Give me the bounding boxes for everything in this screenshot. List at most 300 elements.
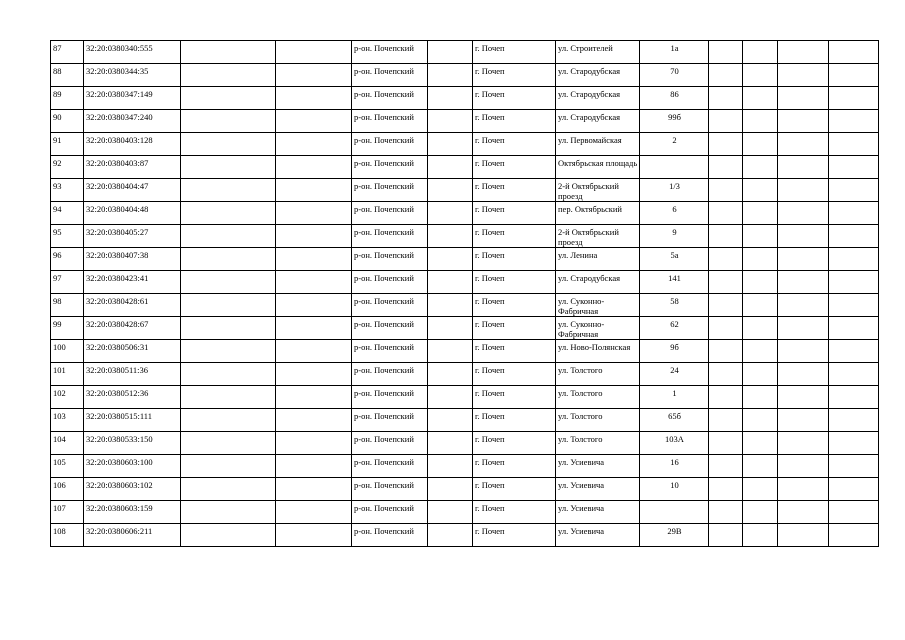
cell-row-number: 100 [51, 340, 84, 363]
cell-empty [181, 41, 276, 64]
cell-empty [428, 432, 473, 455]
cell-cadastral-number: 32:20:0380347:149 [84, 87, 181, 110]
cell-empty [276, 225, 352, 248]
cell-empty [709, 524, 743, 547]
cell-street: ул. Ново-Полянская [556, 340, 640, 363]
table-row [51, 87, 879, 110]
cell-empty [428, 156, 473, 179]
cell-empty [829, 41, 879, 64]
cell-empty [276, 432, 352, 455]
cell-district: р-он. Почепский [352, 409, 428, 432]
cell-empty [428, 41, 473, 64]
cell-empty [709, 455, 743, 478]
cell-cadastral-number: 32:20:0380511:36 [84, 363, 181, 386]
cell-empty [276, 64, 352, 87]
cell-house-number [640, 501, 709, 524]
cell-empty [743, 386, 778, 409]
cell-empty [829, 317, 879, 340]
cell-empty [829, 64, 879, 87]
cell-empty [181, 294, 276, 317]
cell-empty [276, 524, 352, 547]
cell-city: г. Почеп [473, 225, 556, 248]
cell-street: ул. Усиевича [556, 455, 640, 478]
cell-row-number: 98 [51, 294, 84, 317]
cell-cadastral-number: 32:20:0380606:211 [84, 524, 181, 547]
cell-row-number: 89 [51, 87, 84, 110]
table-row [51, 294, 879, 317]
cell-district: р-он. Почепский [352, 294, 428, 317]
cell-empty [276, 133, 352, 156]
cell-empty [709, 501, 743, 524]
cell-empty [428, 524, 473, 547]
cell-empty [428, 133, 473, 156]
cell-street: ул. Ленина [556, 248, 640, 271]
table-row [51, 110, 879, 133]
table-row [51, 317, 879, 340]
cell-empty [829, 432, 879, 455]
cell-empty [181, 110, 276, 133]
cell-empty [829, 524, 879, 547]
cell-empty [829, 271, 879, 294]
cell-empty [428, 478, 473, 501]
cell-city: г. Почеп [473, 271, 556, 294]
cell-empty [778, 64, 829, 87]
cell-empty [709, 179, 743, 202]
cell-city: г. Почеп [473, 409, 556, 432]
cell-empty [778, 340, 829, 363]
table-row [51, 478, 879, 501]
cell-district: р-он. Почепский [352, 64, 428, 87]
cell-empty [778, 455, 829, 478]
table-row [51, 156, 879, 179]
cell-empty [778, 225, 829, 248]
cell-house-number: 70 [640, 64, 709, 87]
cell-empty [829, 225, 879, 248]
cell-district: р-он. Почепский [352, 41, 428, 64]
cell-city: г. Почеп [473, 202, 556, 225]
cell-house-number: 99б [640, 110, 709, 133]
cell-row-number: 105 [51, 455, 84, 478]
cell-empty [276, 271, 352, 294]
cell-empty [181, 179, 276, 202]
cell-empty [778, 133, 829, 156]
cell-street: 2-й Октябрьский проезд [556, 179, 640, 202]
cell-empty [709, 248, 743, 271]
cell-cadastral-number: 32:20:0380405:27 [84, 225, 181, 248]
cell-city: г. Почеп [473, 294, 556, 317]
cell-empty [428, 501, 473, 524]
register-table [50, 40, 879, 547]
cell-empty [181, 225, 276, 248]
cell-cadastral-number: 32:20:0380344:35 [84, 64, 181, 87]
cell-empty [743, 478, 778, 501]
cell-empty [709, 340, 743, 363]
cell-empty [829, 409, 879, 432]
cell-city: г. Почеп [473, 455, 556, 478]
cell-row-number: 96 [51, 248, 84, 271]
cell-empty [709, 64, 743, 87]
cell-empty [709, 363, 743, 386]
cell-empty [743, 179, 778, 202]
cell-row-number: 91 [51, 133, 84, 156]
cell-row-number: 97 [51, 271, 84, 294]
cell-empty [709, 156, 743, 179]
cell-district: р-он. Почепский [352, 317, 428, 340]
cell-house-number: 58 [640, 294, 709, 317]
cell-empty [181, 455, 276, 478]
cell-empty [829, 478, 879, 501]
cell-cadastral-number: 32:20:0380423:41 [84, 271, 181, 294]
cell-empty [778, 501, 829, 524]
cell-empty [276, 409, 352, 432]
cell-empty [829, 133, 879, 156]
cell-house-number: 1а [640, 41, 709, 64]
cell-empty [181, 524, 276, 547]
table-row [51, 363, 879, 386]
cell-empty [181, 363, 276, 386]
cell-empty [428, 317, 473, 340]
cell-street: ул. Стародубская [556, 87, 640, 110]
cell-empty [181, 133, 276, 156]
cell-city: г. Почеп [473, 156, 556, 179]
cell-empty [181, 248, 276, 271]
cell-city: г. Почеп [473, 524, 556, 547]
cell-city: г. Почеп [473, 478, 556, 501]
cell-empty [743, 524, 778, 547]
cell-district: р-он. Почепский [352, 133, 428, 156]
cell-cadastral-number: 32:20:0380404:47 [84, 179, 181, 202]
cell-empty [276, 455, 352, 478]
table-row [51, 455, 879, 478]
cell-city: г. Почеп [473, 363, 556, 386]
cell-house-number: 10 [640, 478, 709, 501]
cell-empty [778, 202, 829, 225]
cell-empty [829, 363, 879, 386]
table-row [51, 501, 879, 524]
cell-empty [829, 87, 879, 110]
cell-empty [276, 386, 352, 409]
cell-empty [829, 340, 879, 363]
cell-street: ул. Толстого [556, 432, 640, 455]
cell-row-number: 101 [51, 363, 84, 386]
cell-empty [709, 225, 743, 248]
cell-empty [181, 432, 276, 455]
cell-house-number: 2 [640, 133, 709, 156]
cell-house-number: 1 [640, 386, 709, 409]
cell-empty [709, 133, 743, 156]
cell-row-number: 103 [51, 409, 84, 432]
cell-row-number: 93 [51, 179, 84, 202]
cell-empty [276, 478, 352, 501]
cell-city: г. Почеп [473, 501, 556, 524]
cell-district: р-он. Почепский [352, 248, 428, 271]
cell-empty [428, 455, 473, 478]
cell-empty [743, 156, 778, 179]
cell-city: г. Почеп [473, 87, 556, 110]
cell-house-number: 9 [640, 225, 709, 248]
cell-empty [276, 87, 352, 110]
cell-cadastral-number: 32:20:0380512:36 [84, 386, 181, 409]
cell-house-number: 9б [640, 340, 709, 363]
cell-house-number: 1/3 [640, 179, 709, 202]
cell-empty [709, 87, 743, 110]
cell-district: р-он. Почепский [352, 478, 428, 501]
cell-empty [709, 386, 743, 409]
cell-empty [829, 179, 879, 202]
cell-empty [709, 409, 743, 432]
cell-district: р-он. Почепский [352, 110, 428, 133]
cell-empty [743, 41, 778, 64]
cell-row-number: 94 [51, 202, 84, 225]
cell-empty [829, 110, 879, 133]
cell-district: р-он. Почепский [352, 156, 428, 179]
table-row [51, 386, 879, 409]
table-row [51, 248, 879, 271]
cell-empty [743, 271, 778, 294]
cell-city: г. Почеп [473, 41, 556, 64]
cell-house-number: 103А [640, 432, 709, 455]
table-row [51, 409, 879, 432]
cell-empty [181, 501, 276, 524]
cell-empty [743, 87, 778, 110]
table-row [51, 271, 879, 294]
cell-empty [276, 363, 352, 386]
cell-empty [428, 179, 473, 202]
cell-empty [181, 409, 276, 432]
cell-row-number: 99 [51, 317, 84, 340]
cell-row-number: 106 [51, 478, 84, 501]
cell-city: г. Почеп [473, 110, 556, 133]
cell-cadastral-number: 32:20:0380533:150 [84, 432, 181, 455]
cell-cadastral-number: 32:20:0380506:31 [84, 340, 181, 363]
cell-empty [829, 386, 879, 409]
cell-street: ул. Стародубская [556, 64, 640, 87]
cell-row-number: 87 [51, 41, 84, 64]
cell-street: ул. Первомайская [556, 133, 640, 156]
cell-street: 2-й Октябрьский проезд [556, 225, 640, 248]
cell-empty [743, 64, 778, 87]
cell-empty [709, 202, 743, 225]
cell-empty [276, 179, 352, 202]
cell-empty [276, 110, 352, 133]
cell-house-number: 141 [640, 271, 709, 294]
cell-empty [829, 455, 879, 478]
cell-cadastral-number: 32:20:0380428:67 [84, 317, 181, 340]
cell-cadastral-number: 32:20:0380515:111 [84, 409, 181, 432]
cell-empty [428, 64, 473, 87]
cell-empty [709, 317, 743, 340]
cell-row-number: 95 [51, 225, 84, 248]
cell-city: г. Почеп [473, 317, 556, 340]
cell-row-number: 102 [51, 386, 84, 409]
cell-district: р-он. Почепский [352, 524, 428, 547]
table-row [51, 340, 879, 363]
cell-district: р-он. Почепский [352, 386, 428, 409]
cell-row-number: 88 [51, 64, 84, 87]
cell-empty [743, 225, 778, 248]
cell-empty [709, 271, 743, 294]
cell-empty [181, 87, 276, 110]
table-row [51, 41, 879, 64]
cell-empty [709, 294, 743, 317]
cell-district: р-он. Почепский [352, 225, 428, 248]
cell-house-number: 16 [640, 455, 709, 478]
cell-empty [778, 87, 829, 110]
table-row [51, 524, 879, 547]
table-body [51, 41, 879, 547]
cell-empty [778, 248, 829, 271]
cell-empty [778, 478, 829, 501]
cell-city: г. Почеп [473, 248, 556, 271]
cell-house-number: 62 [640, 317, 709, 340]
cell-street: Октябрьская площадь [556, 156, 640, 179]
cell-empty [778, 363, 829, 386]
cell-row-number: 108 [51, 524, 84, 547]
cell-cadastral-number: 32:20:0380340:555 [84, 41, 181, 64]
cell-empty [709, 478, 743, 501]
cell-street: ул. Усиевича [556, 478, 640, 501]
cell-district: р-он. Почепский [352, 271, 428, 294]
cell-empty [709, 110, 743, 133]
cell-empty [829, 202, 879, 225]
cell-empty [743, 501, 778, 524]
cell-empty [276, 41, 352, 64]
cell-district: р-он. Почепский [352, 87, 428, 110]
cell-empty [778, 156, 829, 179]
cell-house-number [640, 156, 709, 179]
cell-empty [778, 524, 829, 547]
cell-empty [276, 248, 352, 271]
cell-empty [709, 432, 743, 455]
cell-street: ул. Усиевича [556, 501, 640, 524]
table-row [51, 133, 879, 156]
cell-empty [428, 363, 473, 386]
cell-empty [181, 340, 276, 363]
cell-empty [743, 202, 778, 225]
cell-empty [829, 156, 879, 179]
cell-empty [181, 478, 276, 501]
cell-empty [829, 294, 879, 317]
cell-empty [276, 294, 352, 317]
cell-empty [181, 64, 276, 87]
cell-district: р-он. Почепский [352, 455, 428, 478]
cell-city: г. Почеп [473, 340, 556, 363]
cell-empty [709, 41, 743, 64]
table-row [51, 64, 879, 87]
cell-empty [428, 202, 473, 225]
cell-empty [743, 340, 778, 363]
cell-street: ул. Усиевича [556, 524, 640, 547]
cell-cadastral-number: 32:20:0380603:102 [84, 478, 181, 501]
cell-street: ул. Стародубская [556, 271, 640, 294]
cell-empty [743, 110, 778, 133]
cell-district: р-он. Почепский [352, 363, 428, 386]
cell-empty [743, 248, 778, 271]
cell-empty [428, 340, 473, 363]
cell-empty [829, 501, 879, 524]
cell-district: р-он. Почепский [352, 179, 428, 202]
cell-city: г. Почеп [473, 64, 556, 87]
cell-empty [778, 317, 829, 340]
cell-house-number: 6 [640, 202, 709, 225]
cell-cadastral-number: 32:20:0380428:61 [84, 294, 181, 317]
cell-cadastral-number: 32:20:0380403:128 [84, 133, 181, 156]
cell-street: ул. Суконно-Фабричная [556, 294, 640, 317]
cell-empty [428, 409, 473, 432]
table-row [51, 179, 879, 202]
cell-street: ул. Стародубская [556, 110, 640, 133]
cell-house-number: 5а [640, 248, 709, 271]
cell-empty [778, 386, 829, 409]
cell-empty [181, 317, 276, 340]
cell-district: р-он. Почепский [352, 202, 428, 225]
cell-empty [428, 271, 473, 294]
cell-cadastral-number: 32:20:0380407:38 [84, 248, 181, 271]
cell-district: р-он. Почепский [352, 340, 428, 363]
cell-empty [428, 87, 473, 110]
table-row [51, 432, 879, 455]
cell-empty [276, 317, 352, 340]
cell-city: г. Почеп [473, 432, 556, 455]
cell-empty [778, 409, 829, 432]
cell-street: ул. Толстого [556, 409, 640, 432]
cell-empty [778, 41, 829, 64]
cell-cadastral-number: 32:20:0380603:100 [84, 455, 181, 478]
cell-house-number: 86 [640, 87, 709, 110]
cell-empty [743, 432, 778, 455]
cell-cadastral-number: 32:20:0380603:159 [84, 501, 181, 524]
cell-street: ул. Строителей [556, 41, 640, 64]
cell-row-number: 92 [51, 156, 84, 179]
cell-row-number: 104 [51, 432, 84, 455]
cell-empty [829, 248, 879, 271]
cell-empty [778, 432, 829, 455]
cell-street: ул. Толстого [556, 386, 640, 409]
cell-district: р-он. Почепский [352, 432, 428, 455]
cell-empty [743, 294, 778, 317]
cell-empty [428, 110, 473, 133]
cell-empty [778, 110, 829, 133]
cell-empty [181, 156, 276, 179]
cell-empty [181, 202, 276, 225]
cell-empty [181, 271, 276, 294]
cell-empty [743, 317, 778, 340]
cell-empty [181, 386, 276, 409]
cell-row-number: 90 [51, 110, 84, 133]
cell-street: ул. Суконно-Фабричная [556, 317, 640, 340]
cell-house-number: 65б [640, 409, 709, 432]
cell-house-number: 29В [640, 524, 709, 547]
table-row [51, 225, 879, 248]
cell-cadastral-number: 32:20:0380404:48 [84, 202, 181, 225]
cell-empty [743, 363, 778, 386]
cell-empty [276, 340, 352, 363]
cell-empty [428, 294, 473, 317]
cell-cadastral-number: 32:20:0380403:87 [84, 156, 181, 179]
cell-street: пер. Октябрьский [556, 202, 640, 225]
cell-street: ул. Толстого [556, 363, 640, 386]
cell-empty [743, 409, 778, 432]
cell-city: г. Почеп [473, 179, 556, 202]
cell-house-number: 24 [640, 363, 709, 386]
cell-empty [276, 202, 352, 225]
cell-empty [276, 501, 352, 524]
cell-row-number: 107 [51, 501, 84, 524]
cell-city: г. Почеп [473, 133, 556, 156]
cell-empty [778, 179, 829, 202]
cell-empty [778, 271, 829, 294]
cell-city: г. Почеп [473, 386, 556, 409]
